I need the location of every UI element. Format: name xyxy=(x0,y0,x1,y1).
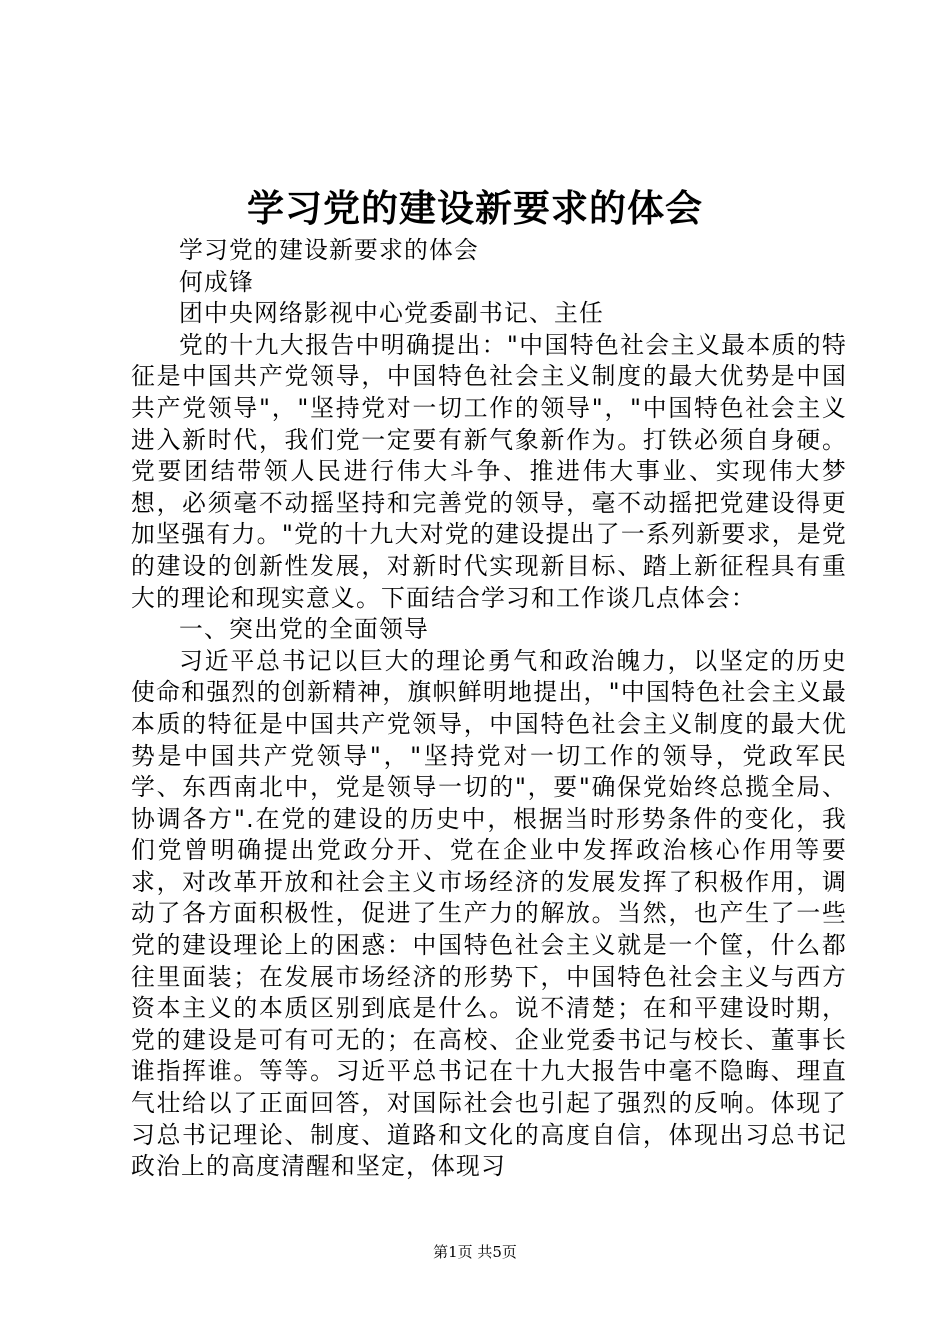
intro-paragraph: 党的十九大报告中明确提出："中国特色社会主义最本质的特征是中国共产党领导，中国特色社会主义制度的最大优势是中国共产党领导"，"坚持党对一切工作的领导"，"中国特色社会主义进入新时代，我们党一定要有新气象新作为。打铁必须自身硬。党要团结带领人民进行伟大斗争、推进伟大事业、实现伟大梦想，必须毫不动摇坚持和完善党的领导，毫不动摇把党建设得更加坚强有力。"党的十九大对党的建设提出了一系列新要求，是党的建设的创新性发展，对新时代实现新目标、踏上新征程具有重大的理论和现实意义。下面结合学习和工作谈几点体会： xyxy=(131,330,847,612)
author-name: 何成锋 xyxy=(179,267,254,296)
author-position: 团中央网络影视中心党委副书记、主任 xyxy=(179,299,604,328)
section-1-paragraph: 习近平总书记以巨大的理论勇气和政治魄力，以坚定的历史使命和强烈的创新精神，旗帜鲜明地提出，"中国特色社会主义最本质的特征是中国共产党领导，中国特色社会主义制度的最大优势是中国共产党领导"，"坚持党对一切工作的领导，党政军民学、东西南北中，党是领导一切的"，要"确保党始终总揽全局、协调各方".在党的建设的历史中，根据当时形势条件的变化，我们党曾明确提出党政分开、党在企业中发挥政治核心作用等要求，对改革开放和社会主义市场经济的发展发挥了积极作用，调动了各方面积极性，促进了生产力的解放。当然，也产生了一些党的建设理论上的困惑：中国特色社会主义就是一个筐，什么都往里面装；在发展市场经济的形势下，中国特色社会主义与西方资本主义的本质区别到底是什么。说不清楚；在和平建设时期，党的建设是可有可无的；在高校、企业党委书记与校长、董事长谁指挥谁。等等。习近平总书记在十九大报告中毫不隐晦、理直气壮给以了正面回答，对国际社会也引起了强烈的反响。体现了习总书记理论、制度、道路和文化的高度自信，体现出习总书记政治上的高度清醒和坚定，体现习 xyxy=(131,646,847,1181)
document-body xyxy=(131,235,847,1183)
subtitle-paragraph: 学习党的建设新要求的体会 xyxy=(179,236,479,264)
document-title: 学习党的建设新要求的体会 xyxy=(247,186,703,230)
page-number-footer: 第1页 共5页 xyxy=(433,1243,517,1261)
section-heading-1: 一、突出党的全面领导 xyxy=(179,615,429,644)
